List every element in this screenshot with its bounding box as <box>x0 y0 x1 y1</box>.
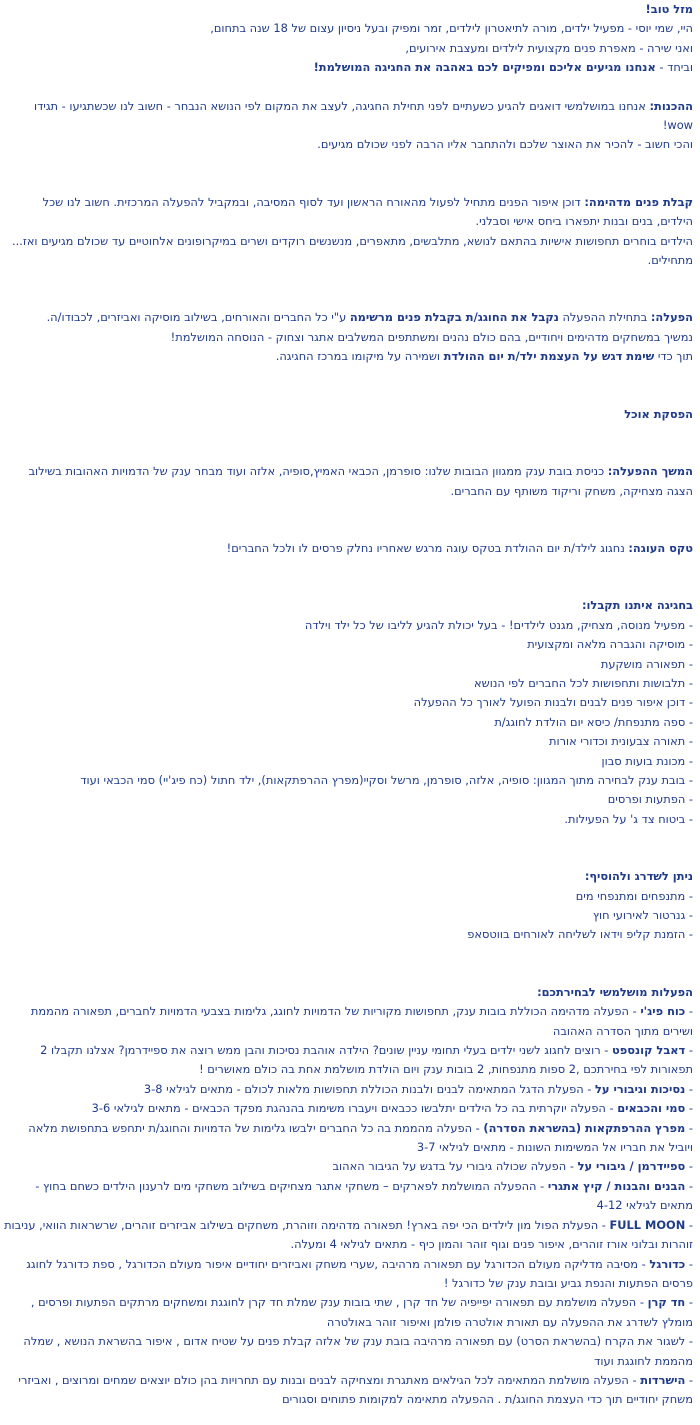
list-item: - מפרץ ההרפתקאות (בהשראת הסדרה) - הפעלה מהממת בה כל החברים ילבשו גלימות של הדמויות והחוגג/ת יתחפש בתחפושת מלאה ויוביל את חבריו אל המשימות השונות - מתאים לגילאי 3-7 <box>28 1120 693 1155</box>
welcome-paragraph-1: קבלת פנים מדהימה: דוכן איפור הפנים מתחיל לפעול מהאורח הראשון ועד לסוף המסיבה, ובמקביל להפעלה המרכזית. חשוב לנו שכל הילדים, בנים ובנות יתפארו ביחס אישי וסבלני. <box>42 194 693 229</box>
list-item: - מוסיקה והגברה מלאה ומקצועית <box>527 637 693 652</box>
activity-title: מפרץ ההרפתקאות (בהשראת הסדרה) <box>483 1120 686 1135</box>
list-item: - סמי והכבאים - הפעלה יוקרתית בה כל הילדים יתלבשו ככבאים ויעברו משימות בהנהגת מפקד הכבאים - מתאים לגילאי 3-6 <box>91 1101 693 1116</box>
included-heading: בחגיגה איתנו תקבלו: <box>581 598 693 613</box>
list-item: - ביטוח צד ג' על הפעילות. <box>564 811 693 826</box>
cake-paragraph: טקס העוגה: נחגוג לילד/ת יום ההולדת בטקס עוגה מרגש שאחריו נחלק פרסים לו ולכל החברים! <box>226 540 693 555</box>
list-item: - מכונת בועות סבון <box>601 753 693 768</box>
activity-paragraph-1: הפעלה: בתחילת ההפעלה נקבל את החוגג/ת בקבלת פנים מרשימה ע"י כל החברים והאורחים, בשילוב מוסיקה ואביזרים, לכבודו/ה. <box>46 310 693 325</box>
upgrades-heading: ניתן לשדרג ולהוסיף: <box>584 869 693 884</box>
list-item: - נסיכות וגיבורי על - הפעלת הדגל המתאימה לבנים ולבנות הכוללת תחפושות מלאות לכולם - מתאים לגילאי 3-8 <box>143 1081 693 1096</box>
greeting-line-1: היי, שמי יוסי - מפעיל ילדים, מורה לתיאטרון לילדים, זמר ומפיק ובעל ניסיון עצום של 18 שנה בתחום, <box>210 21 693 36</box>
food-break-heading: הפסקת אוכל <box>624 406 693 421</box>
prep-paragraph-2: והכי חשוב - להכיר את האוצר שלכם ולהתחבר אליו הרבה לפני שכולם מגיעים. <box>317 137 693 152</box>
list-item: - תפאורה מושקעת <box>600 656 693 671</box>
activities-heading: הפעלות מושלמשי לבחירתכם: <box>537 984 693 999</box>
list-item: - לשגור את הקרח (בהשראת הסרט) עם תפאורה מרהיבה בובת ענק של אלזה קבלת פנים על שטיח אדום , איפור בהשראת הנושא , שמלה מהממת לחוגגת ועוד <box>23 1334 693 1368</box>
greeting-title: מזל טוב! <box>645 2 693 16</box>
list-item: - בובת ענק לבחירה מתוך המגוון: סופיה, אלזה, סופרמן, מרשל וסקיי(מפרץ ההרפתקאות), ילד חתול (כח פיג'יי) סמי הכבאי ועוד <box>80 772 693 787</box>
activity-paragraph-3: תוך כדי שימת דגש על העצמת ילד/ת יום ההולדת ושמירה על מיקומו במרכז החגיגה. <box>275 349 693 364</box>
list-item: - FULL MOON - הפעלת הפול מון לילדים הכי יפה בארץ! תפאורה מדהימה וזוהרת, משחקים בשילוב אביזרים זוהרים, שרשראות הוואי, עניבות זוהרות ובלוני אורז זוהרים, איפור פנים וגוף זוהר והמון כיף - מתאים לגילאי 4 ומעלה. <box>4 1217 693 1252</box>
greeting-line-2: ואני שירה - מאפרת פנים מקצועית לילדים ומעצבת אירועים, <box>405 40 693 55</box>
list-item: - דוכן איפור פנים לבנים ולבנות הפועל לאורך כל ההפעלה <box>413 695 693 710</box>
list-item: - הישרדות - הפעלה מושלמת המתאימה לכל הגילאים מאתגרת ומצחיקה לבנים ובנות עם תחרויות בהן כולם יוצאים שמחים ומרוצים , ואביזרי משחק יחודיים תוך כדי העצמת החוגג/ת . ההפעלה מתאימה למקומות פתוחים וסגורים <box>18 1372 693 1407</box>
activity-title: FULL MOON <box>609 1217 686 1232</box>
list-item: - הזמנת קליפ וידאו לשליחה לאורחים בווטסאפ <box>467 927 693 942</box>
list-item: - גנרטור לאירועי חוץ <box>592 908 693 922</box>
list-item: - מתנפחים ומתנפחי מים <box>575 888 693 903</box>
activity-title: כדורגל <box>649 1256 686 1271</box>
activity-label: הפעלה: <box>650 310 693 325</box>
list-item: - הבנים והבנות / קיץ אתגרי - ההפעלה המושלמת לפארקים – משחקי אתגר מצחיקים בשילוב משחקי מים לרענון הילדים כשחם בחוץ - מתאים לגילאי 4-12 <box>35 1178 693 1213</box>
included-list <box>4 616 693 829</box>
activity-paragraph-2: נמשיך במשחקים מדהימים ויחודיים, בהם כולם נהנים ומשתתפים המשלבים אתגר וצחוק - הנוסחה המושלמת! <box>170 329 693 344</box>
greeting-line-3: וביחד - אנחנו מגיעים אליכם ומפיקים לכם באהבה את החגיגה המושלמת! <box>313 60 693 75</box>
continuation-paragraph: המשך ההפעלה: כניסת בובת ענק ממגוון הבובות שלנו: סופרמן, הכבאי האמיץ,סופיה, אלזה ועוד מבחר ענק של הדמויות האהובות בשילוב הצגה מצחיקה, משחק וריקוד משותף עם החברים. <box>28 464 693 498</box>
activity-title: הישרדות <box>640 1372 686 1387</box>
upgrades-list <box>4 887 693 945</box>
activities-list <box>4 1002 693 1410</box>
list-item: - חד קרן - הפעלה מושלמת עם תפאורה יפייפיה של חד קרן , שתי בובות ענק שמלת חד קרן לחוגגת ומשחקים מרתקים הפתעות ופרסים , מומלץ לשדרג את ההפעלה עם תאורת אולטרה פולמן ואיפור זוהר באולטרה <box>30 1295 693 1329</box>
activity-title: דאבל קונספט <box>612 1043 686 1058</box>
cake-label: טקס העוגה: <box>628 540 693 555</box>
prep-paragraph-1: ההכנות: אנחנו במושלמשי דואגים להגיע כשעתיים לפני תחילת החגיגה, לעצב את המקום לפי הנושא הנבחר - חשוב לנו שכשתגיעו - תגידו wow! <box>33 98 693 133</box>
activity-title: נסיכות וגיבורי על <box>595 1081 686 1096</box>
activity-title: הבנים והבנות / קיץ אתגרי <box>547 1178 686 1193</box>
prep-label: ההכנות: <box>649 98 693 113</box>
list-item: - ספיידרמן / גיבורי על - הפעלה שכולה גיבורי על בדגש על הגיבור האהוב <box>332 1159 693 1174</box>
list-item: - כוח פיג'י - הפעלה מדהימה הכוללת בובות ענק, תחפושות מקוריות של הדמויות לחוגג, גלימות בצבעי הדמויות לחברים, תפאורה מהממת ושירים מתוך הסדרה האהובה <box>30 1004 693 1038</box>
list-item: - כדורגל - מסיבה מדליקה מעולם הכדורגל עם תפאורה מרהיבה ,שערי משחק ואביזרים יחודיים איפור מעולם הכדורגל , ספת כדורגל לחוגג פרסים הפתעות והנפת גביע ובובת ענק של כדורגל ! <box>26 1256 693 1290</box>
list-item: - ספה מתנפחת/ כיסא יום הולדת לחוגג/ת <box>494 714 693 729</box>
welcome-paragraph-2: הילדים בוחרים תחפושות אישיות בהתאם לנושא, מתלבשים, מתאפרים, מנשנשים רוקדים ושרים במיקרופונים אלחוטיים עד שכולם מגיעים ואז... מתחילים. <box>12 233 693 268</box>
list-item: - מפעיל מנוסה, מצחיק, מגנט לילדים! - בעל יכולת להגיע לליבו של כל ילד וילדה <box>304 617 693 632</box>
activity-title: ספיידרמן / גיבורי על <box>577 1159 686 1174</box>
activity-title: חד קרן <box>647 1295 686 1310</box>
list-item: - תאורה צבעונית וכדורי אורות <box>548 734 693 749</box>
activity-title: סמי והכבאים <box>617 1101 686 1116</box>
activity-title: כוח פיג'י <box>640 1004 686 1019</box>
continuation-label: המשך ההפעלה: <box>607 464 693 479</box>
list-item: - תלבושות ותחפושות לכל החברים לפי הנושא <box>474 675 693 690</box>
list-item: - דאבל קונספט - רוצים לחגוג לשני ילדים בעלי תחומי עניין שונים? הילדה אוהבת נסיכות והבן ממש רוצה את ספיידרמן? אצלנו תקבלו 2 תפאורות לפי בחירתכם ,2 ספות מתנפחות, 2 בובות ענק ויום הולדת מושלמת אחת בה כולם מאושרים ! <box>40 1043 693 1077</box>
list-item: - הפתעות ופרסים <box>607 792 693 807</box>
welcome-label: קבלת פנים מדהימה: <box>584 194 693 209</box>
